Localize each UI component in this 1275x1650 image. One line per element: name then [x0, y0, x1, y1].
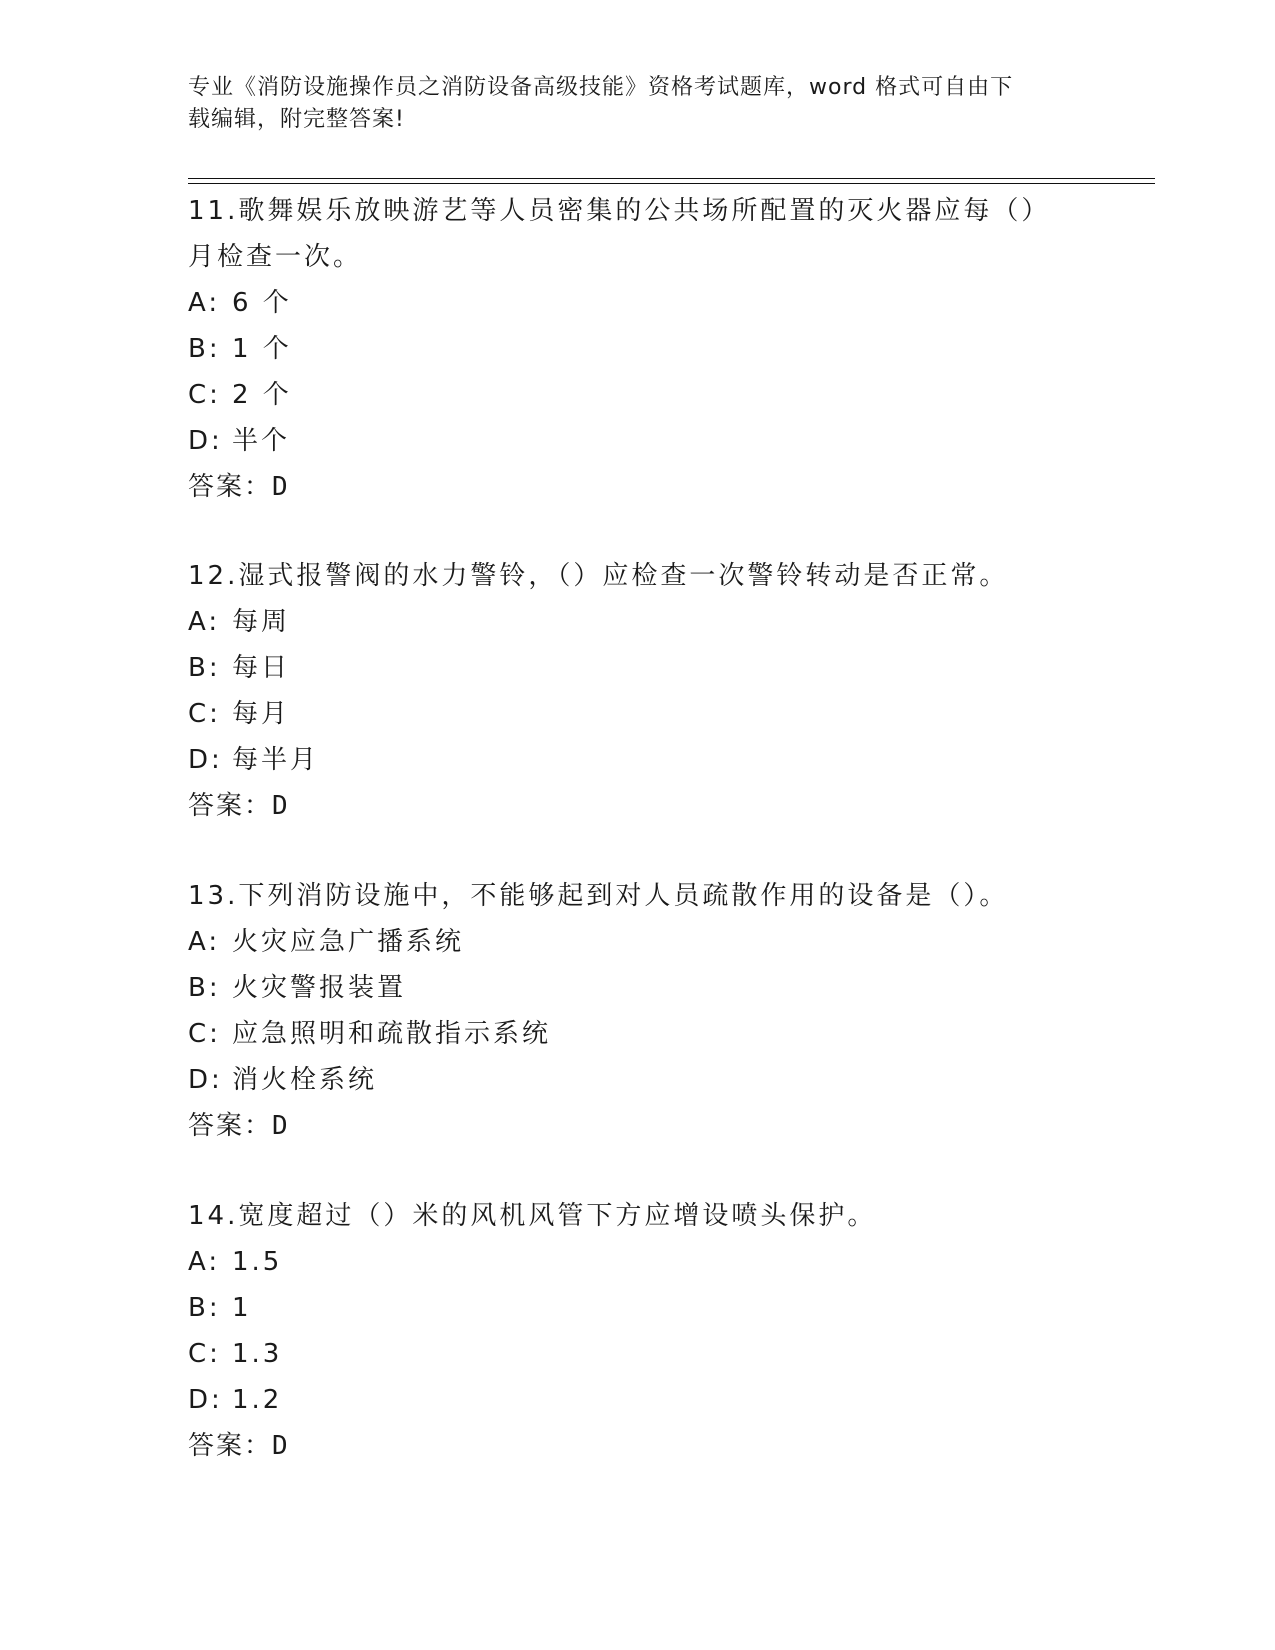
- option-text: 每周: [232, 607, 291, 637]
- option-letter: D:: [188, 1385, 223, 1415]
- option-b: [188, 326, 1088, 372]
- answer-label: 答案：: [188, 472, 273, 502]
- answer-line: [188, 464, 1088, 510]
- question-12: [188, 553, 1088, 829]
- option-text: 6 个: [232, 288, 292, 318]
- option-c: [188, 691, 1088, 737]
- option-text: 每半月: [232, 745, 320, 775]
- question-stem: 12.湿式报警阀的水力警铃，（）应检查一次警铃转动是否正常。: [188, 561, 1009, 591]
- answer-label: 答案：: [188, 1111, 273, 1141]
- question-13: [188, 873, 1088, 1149]
- option-b: [188, 965, 1088, 1011]
- option-a: [188, 599, 1088, 645]
- option-text: 每月: [232, 699, 291, 729]
- option-letter: A:: [188, 288, 221, 318]
- answer-value: D: [272, 1111, 290, 1141]
- answer-line: [188, 1423, 1088, 1469]
- option-letter: A:: [188, 927, 221, 957]
- option-text: 1: [232, 1293, 252, 1323]
- option-letter: B:: [188, 653, 221, 683]
- option-letter: C:: [188, 1019, 221, 1049]
- header-divider-bottom: [188, 183, 1155, 184]
- question-14: [188, 1193, 1088, 1469]
- option-c: [188, 1331, 1088, 1377]
- option-b: [188, 645, 1088, 691]
- option-a: [188, 1239, 1088, 1285]
- question-stem: 11.歌舞娱乐放映游艺等人员密集的公共场所配置的灭火器应每（）月检查一次。: [188, 196, 1038, 272]
- question-stem: 14.宽度超过（）米的风机风管下方应增设喷头保护。: [188, 1201, 877, 1231]
- option-letter: B:: [188, 973, 221, 1003]
- option-text: 半个: [232, 426, 291, 456]
- option-a: [188, 280, 1088, 326]
- option-letter: C:: [188, 380, 221, 410]
- option-c: [188, 1011, 1088, 1057]
- option-letter: D:: [188, 426, 223, 456]
- option-a: [188, 919, 1088, 965]
- option-text: 1 个: [232, 334, 292, 364]
- option-text: 1.5: [232, 1247, 283, 1277]
- option-text: 应急照明和疏散指示系统: [232, 1019, 552, 1049]
- option-d: [188, 1057, 1088, 1103]
- option-letter: B:: [188, 334, 221, 364]
- answer-value: D: [272, 1431, 290, 1461]
- answer-value: D: [272, 791, 290, 821]
- option-b: [188, 1285, 1088, 1331]
- option-text: 火灾警报装置: [232, 973, 407, 1003]
- option-d: [188, 737, 1088, 783]
- option-letter: B:: [188, 1293, 221, 1323]
- answer-line: [188, 1103, 1088, 1149]
- option-letter: C:: [188, 699, 221, 729]
- question-stem: 13.下列消防设施中，不能够起到对人员疏散作用的设备是（）。: [188, 881, 1009, 911]
- answer-line: [188, 783, 1088, 829]
- header-divider-top: [188, 178, 1155, 179]
- option-text: 2 个: [232, 380, 292, 410]
- option-text: 1.2: [232, 1385, 283, 1415]
- document-header: [188, 72, 1068, 136]
- option-c: [188, 372, 1088, 418]
- question-11: [188, 188, 1088, 510]
- option-d: [188, 1377, 1088, 1423]
- answer-label: 答案：: [188, 1431, 273, 1461]
- header-line-2: 载编辑，附完整答案!: [188, 107, 405, 132]
- option-letter: A:: [188, 607, 221, 637]
- option-d: [188, 418, 1088, 464]
- option-letter: C:: [188, 1339, 221, 1369]
- option-text: 每日: [232, 653, 291, 683]
- answer-label: 答案：: [188, 791, 273, 821]
- option-letter: A:: [188, 1247, 221, 1277]
- option-letter: D:: [188, 745, 223, 775]
- answer-value: D: [272, 472, 290, 502]
- option-text: 1.3: [232, 1339, 283, 1369]
- option-text: 火灾应急广播系统: [232, 927, 465, 957]
- option-text: 消火栓系统: [232, 1065, 378, 1095]
- header-line-1: 专业《消防设施操作员之消防设备高级技能》资格考试题库，word 格式可自由下: [188, 75, 1014, 100]
- option-letter: D:: [188, 1065, 223, 1095]
